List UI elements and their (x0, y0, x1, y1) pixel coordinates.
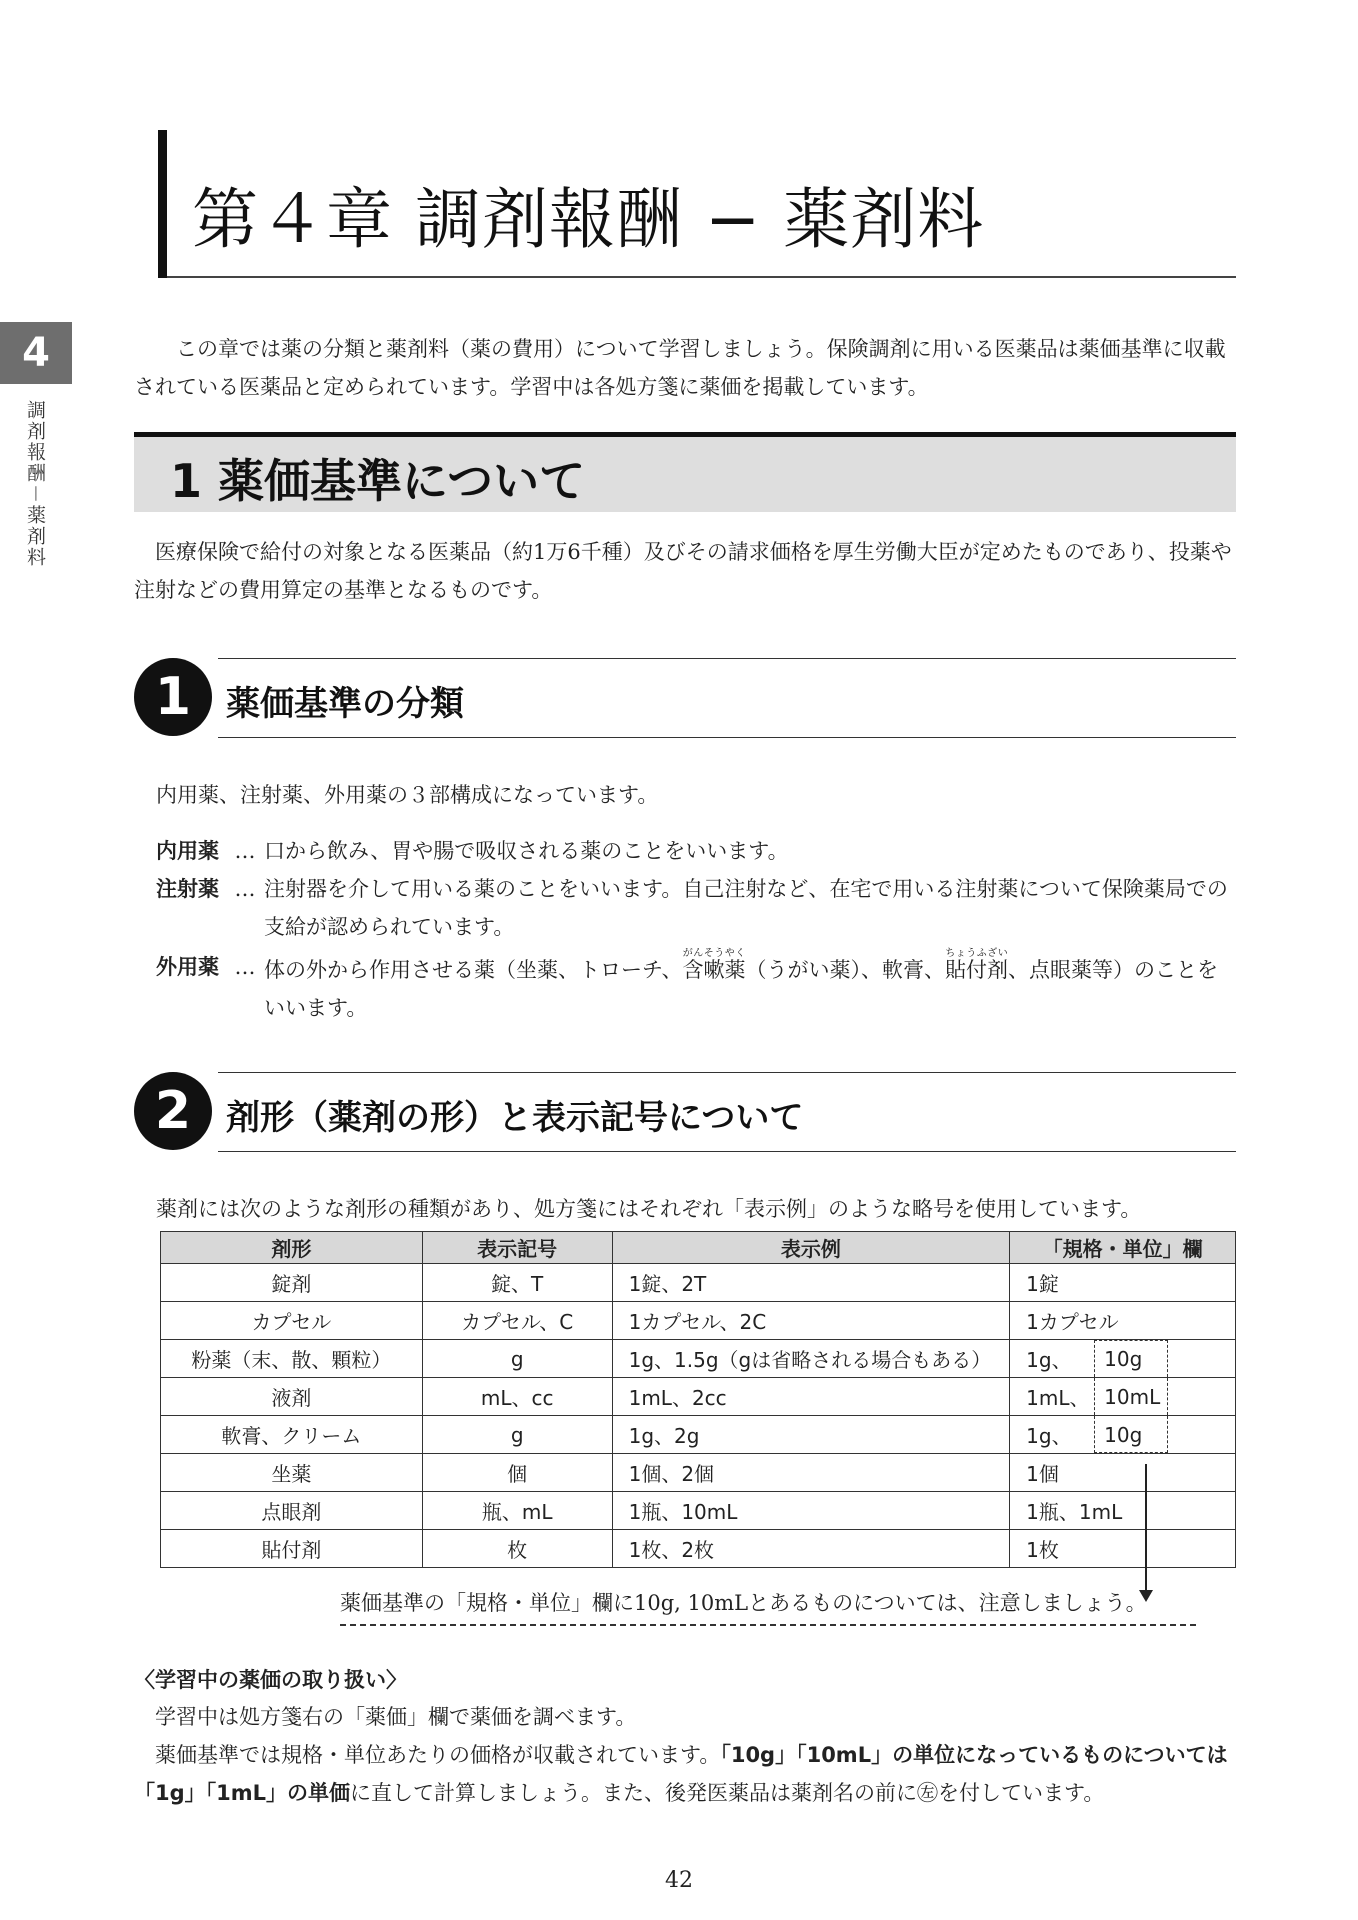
example-cell: 1錠、2T (612, 1264, 1010, 1302)
chapter-title: 第４章 調剤報酬 − 薬剤料 (192, 181, 985, 258)
subsection-2-header (134, 1072, 1236, 1152)
chapter-bar (158, 130, 167, 278)
definition-body: 注射器を介して用いる薬のことをいいます。自己注射など、在宅で用いる注射薬について保険薬局での支給が認められています。 (264, 877, 1228, 939)
ruby-reading: ちょうふざい (945, 948, 1009, 959)
unit-cell: 1枚 (1010, 1530, 1236, 1568)
section-1-body: 医療保険で給付の対象となる医薬品（約1万6千種）及びその請求価格を厚生労働大臣が定めたものであり、投薬や注射などの費用算定の基準となるものです。 (134, 540, 1232, 602)
table-note: 薬価基準の「規格・単位」欄に10g, 10mLとあるものについては、注意しましょう。 (340, 1586, 1196, 1626)
handling-text: 薬価基準では規格・単位あたりの価格が収載されています。 (155, 1743, 721, 1767)
unit-primary: 1g、 (1026, 1348, 1072, 1372)
definition-item (156, 870, 1236, 946)
chapter-header (158, 130, 1236, 278)
form-cell: 粉薬（末、散、顆粒） (161, 1340, 423, 1378)
ruby-word (945, 948, 1009, 982)
table-header-cell: 「規格・単位」欄 (1010, 1232, 1236, 1264)
handling-paragraph (134, 1736, 1234, 1812)
unit-cell: 1カプセル (1010, 1302, 1236, 1340)
intro-paragraph: この章では薬の分類と薬剤料（薬の費用）について学習しましょう。保険調剤に用いる医薬品は薬価基準に収載されている医薬品と定められています。学習中は各処方箋に薬価を掲載しています。 (134, 337, 1226, 399)
unit-cell (1010, 1416, 1236, 1454)
table-row (161, 1416, 1236, 1454)
table-row (161, 1454, 1236, 1492)
subsection-number-badge: 2 (134, 1072, 212, 1150)
table-header-row (161, 1232, 1236, 1264)
page-number: 42 (665, 1868, 693, 1893)
symbol-cell: カプセル、C (422, 1302, 612, 1340)
section-1-header (134, 432, 1236, 512)
definition-item (156, 948, 1236, 1027)
form-cell: 貼付剤 (161, 1530, 423, 1568)
table-row (161, 1340, 1236, 1378)
symbol-cell: 錠、T (422, 1264, 612, 1302)
unit-cell (1010, 1340, 1236, 1378)
ruby-base: 貼付剤 (945, 958, 1009, 982)
symbol-cell: 枚 (422, 1530, 612, 1568)
definition-term: 注射薬 (156, 877, 219, 901)
chapter-underline (167, 276, 1236, 278)
dosage-form-table (160, 1231, 1236, 1568)
table-row (161, 1492, 1236, 1530)
definition-text: （うがい薬）、軟膏、 (745, 958, 946, 982)
subsection-2-title: 剤形（薬剤の形）と表示記号について (226, 1098, 804, 1138)
unit-highlight: 10g (1104, 1347, 1143, 1371)
example-cell: 1枚、2枚 (612, 1530, 1010, 1568)
symbol-cell: g (422, 1416, 612, 1454)
form-cell: 坐薬 (161, 1454, 423, 1492)
form-cell: カプセル (161, 1302, 423, 1340)
subsection-1-header (134, 658, 1236, 738)
table-row (161, 1378, 1236, 1416)
definition-item (156, 832, 1236, 870)
definition-term: 外用薬 (156, 955, 219, 979)
symbol-cell: 個 (422, 1454, 612, 1492)
symbol-cell: g (422, 1340, 612, 1378)
definition-body (264, 948, 1236, 1027)
definition-list (156, 832, 1236, 1027)
unit-cell: 1錠 (1010, 1264, 1236, 1302)
unit-cell (1010, 1378, 1236, 1416)
definition-text: 体の外から作用させる薬（坐薬、トローチ、 (264, 958, 683, 982)
definition-separator: … (234, 877, 256, 901)
handling-emphasis: 「10g」「10mL」の単位になっているものについては「1g」「1mL」の単価 (134, 1743, 1228, 1805)
definition-term: 内用薬 (156, 839, 219, 863)
subsection-number-badge: 1 (134, 658, 212, 736)
subsection-rule-bottom (218, 737, 1236, 738)
section-1-title: 1 薬価基準について (170, 454, 586, 508)
ruby-word (682, 948, 746, 982)
form-cell: 点眼剤 (161, 1492, 423, 1530)
subsection-2-lead: 薬剤には次のような剤形の種類があり、処方箋にはそれぞれ「表示例」のような略号を使用しています。 (156, 1197, 1142, 1221)
definition-text: 、点眼薬等）のことをいいます。 (264, 958, 1219, 1020)
example-cell: 1g、1.5g（gは省略される場合もある） (612, 1340, 1010, 1378)
table-row (161, 1530, 1236, 1568)
unit-primary: 1mL、 (1026, 1386, 1090, 1410)
table-row (161, 1302, 1236, 1340)
subsection-rule-bottom (218, 1151, 1236, 1152)
ruby-base: 含嗽薬 (682, 958, 746, 982)
handling-text: に直して計算しましょう。また、後発医薬品は薬剤名の前に㊧を付しています。 (350, 1781, 1105, 1805)
handling-line-1: 学習中は処方箋右の「薬価」欄で薬価を調べます。 (155, 1705, 637, 1729)
example-cell: 1個、2個 (612, 1454, 1010, 1492)
note-arrow-line (1145, 1464, 1147, 1592)
handling-heading: 〈学習中の薬価の取り扱い〉 (134, 1668, 407, 1692)
unit-cell: 1瓶、1mL (1010, 1492, 1236, 1530)
subsection-rule-top (218, 1072, 1236, 1073)
chapter-tab: 4 (0, 322, 72, 384)
unit-cell: 1個 (1010, 1454, 1236, 1492)
form-cell: 液剤 (161, 1378, 423, 1416)
definition-separator: … (234, 839, 256, 863)
table-header-cell: 表示例 (612, 1232, 1010, 1264)
table-row (161, 1264, 1236, 1302)
form-cell: 軟膏、クリーム (161, 1416, 423, 1454)
example-cell: 1瓶、10mL (612, 1492, 1010, 1530)
definition-separator: … (234, 955, 256, 979)
example-cell: 1g、2g (612, 1416, 1010, 1454)
definition-body: 口から飲み、胃や腸で吸収される薬のことをいいます。 (264, 839, 789, 863)
example-cell: 1カプセル、2C (612, 1302, 1010, 1340)
unit-highlight: 10mL (1104, 1385, 1161, 1409)
table-header-cell: 剤形 (161, 1232, 423, 1264)
chapter-side-label: 調剤報酬－薬剤料 (24, 400, 46, 569)
subsection-1-lead: 内用薬、注射薬、外用薬の３部構成になっています。 (156, 783, 659, 807)
table-header-cell: 表示記号 (422, 1232, 612, 1264)
subsection-1-title: 薬価基準の分類 (226, 684, 464, 724)
symbol-cell: 瓶、mL (422, 1492, 612, 1530)
example-cell: 1mL、2cc (612, 1378, 1010, 1416)
unit-highlight: 10g (1104, 1423, 1143, 1447)
subsection-rule-top (218, 658, 1236, 659)
unit-primary: 1g、 (1026, 1424, 1072, 1448)
symbol-cell: mL、cc (422, 1378, 612, 1416)
ruby-reading: がんそうやく (682, 948, 746, 959)
form-cell: 錠剤 (161, 1264, 423, 1302)
